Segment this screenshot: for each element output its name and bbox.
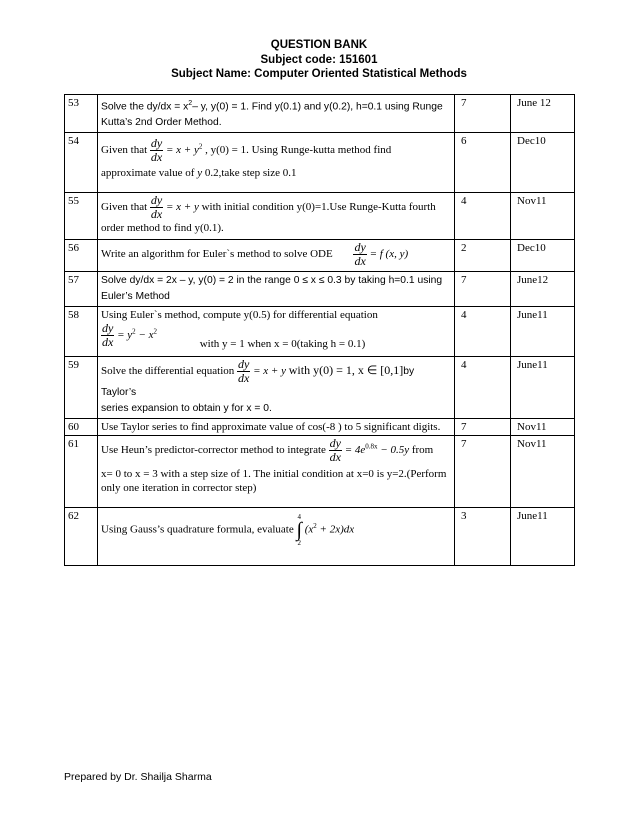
question-text: Using Euler`s method, compute y(0.5) for differential equation $\frac{dy}{dx}$ = $y^2 - x^2$ with y = 1 when x = 0(taking h = 0.1): [98, 307, 455, 357]
question-number: 60: [65, 419, 98, 436]
question-number: 56: [65, 240, 98, 272]
question-number: 62: [65, 508, 98, 566]
question-text: Given that $\frac{dy}{dx}$ = x + y with initial condition y(0)=1.Use Runge-Kutta fourth order method to find y(0.1).: [98, 193, 455, 240]
question-date: June11: [511, 357, 575, 419]
question-marks: 7: [455, 436, 511, 508]
question-text: Write an algorithm for Euler`s method to solve ODE $\frac{dy}{dx}$ = f (x, y): [98, 240, 455, 272]
derivative-fraction: $\frac{dy}{dx}$: [238, 357, 250, 386]
table-row: [65, 508, 575, 566]
question-marks: 6: [455, 133, 511, 193]
question-text: Using Gauss’s quadrature formula, evaluate 4 ∫ 2 $(x^2 + 2x)dx$: [98, 508, 455, 566]
question-text: Solve the differential equation $\frac{dy}{dx}$ = x + y with y(0) = 1, x ∈ [0,1]by Taylor’s series expansion to obtain y for x = 0.: [98, 357, 455, 419]
question-marks: 7: [455, 95, 511, 133]
question-marks: 7: [455, 272, 511, 307]
table-row: [65, 133, 575, 193]
derivative-fraction: $\frac{dy}{dx}$: [102, 321, 114, 350]
derivative-fraction: $\frac{dy}{dx}$: [329, 436, 341, 465]
subject-code: Subject code: 151601: [260, 54, 378, 66]
question-number: 55: [65, 193, 98, 240]
table-row: [65, 436, 575, 508]
derivative-fraction: $\frac{dy}{dx}$: [354, 240, 366, 269]
table-row: [65, 419, 575, 436]
question-marks: 7: [455, 419, 511, 436]
question-number: 59: [65, 357, 98, 419]
question-text: Use Heun’s predictor-corrector method to integrate $\frac{dy}{dx}$ = $4e^{0.8x} - 0.5y$ from x= 0 to x = 3 with a step size of 1. The initial condition at x=0 is y=2.(Perform only one iteration in corrector step): [98, 436, 455, 508]
question-table: [64, 94, 575, 566]
question-marks: 4: [455, 357, 511, 419]
doc-title: QUESTION BANK: [270, 39, 368, 51]
question-date: June 12: [511, 95, 575, 133]
table-row: [65, 95, 575, 133]
table-row: [65, 272, 575, 307]
question-date: Dec10: [511, 133, 575, 193]
question-text: Solve the $dy/dx = x^2-$ y, y(0) = 1. Find y(0.1) and y(0.2), h=0.1 using Runge Kutta’s 2nd Order Method.: [98, 95, 455, 133]
integral-sign: 4 ∫ 2: [296, 513, 302, 548]
question-text: Given that $\frac{dy}{dx}$ = $x + y^2$ , y(0) = 1. Using Runge-kutta method find approximate value of y 0.2,take step size 0.1: [98, 133, 455, 193]
question-date: June12: [511, 272, 575, 307]
question-text: Use Taylor series to find approximate value of cos(-8 ) to 5 significant digits.: [98, 419, 455, 436]
question-marks: 4: [455, 307, 511, 357]
question-date: Dec10: [511, 240, 575, 272]
table-row: [65, 193, 575, 240]
question-date: Nov11: [511, 419, 575, 436]
question-date: Nov11: [511, 436, 575, 508]
derivative-fraction: $\frac{dy}{dx}$: [150, 193, 163, 222]
question-marks: 2: [455, 240, 511, 272]
footer-author: Prepared by Dr. Shailja Sharma: [64, 771, 212, 783]
table-row: [65, 307, 575, 357]
table-row: [65, 357, 575, 419]
derivative-fraction: $\frac{dy}{dx}$: [150, 136, 163, 165]
table-row: [65, 240, 575, 272]
subject-name: Subject Name: Computer Oriented Statistical Methods: [171, 68, 467, 80]
question-text: Solve dy/dx = 2x – y, y(0) = 2 in the range 0 ≤ x ≤ 0.3 by taking h=0.1 using Euler’s Method: [98, 272, 455, 307]
question-number: 53: [65, 95, 98, 133]
question-number: 58: [65, 307, 98, 357]
question-number: 61: [65, 436, 98, 508]
question-marks: 3: [455, 508, 511, 566]
question-date: June11: [511, 307, 575, 357]
question-number: 54: [65, 133, 98, 193]
question-marks: 4: [455, 193, 511, 240]
question-number: 57: [65, 272, 98, 307]
question-date: Nov11: [511, 193, 575, 240]
question-date: June11: [511, 508, 575, 566]
